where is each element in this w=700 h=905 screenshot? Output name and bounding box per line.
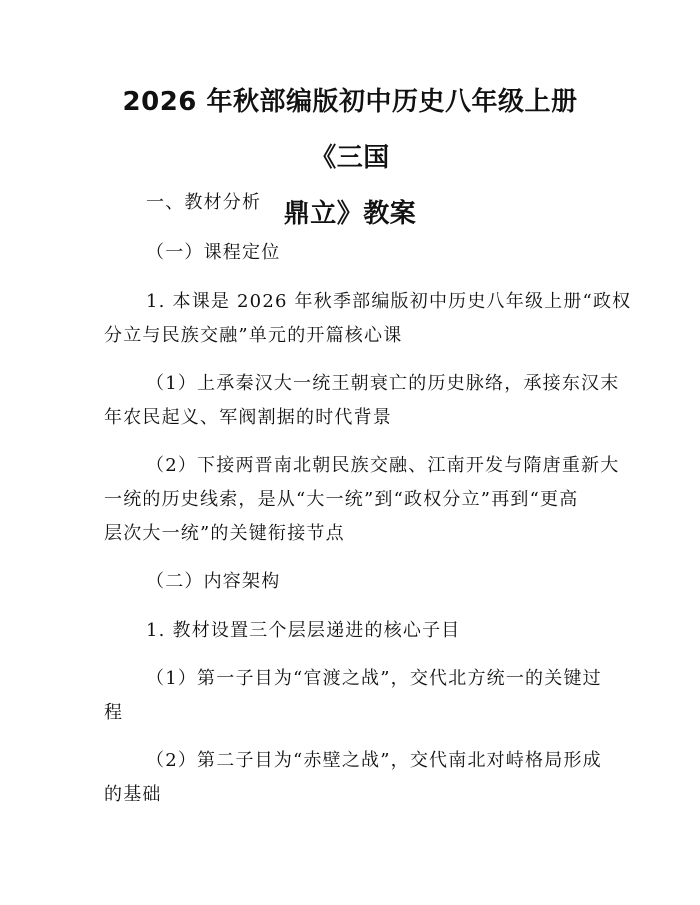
paragraph-1-line-1: 1. 本课是 2026 年秋季部编版初中历史八年级上册“政权 [146,291,632,312]
paragraph-6-line-1: （2）第二子目为“赤壁之战”，交代南北对峙格局形成 [146,750,602,771]
paragraph-2-line-2: 年农民起义、军阀割据的时代背景 [104,407,392,428]
paragraph-5-line-2: 程 [104,702,124,723]
section-heading-textbook-analysis: 一、教材分析 [146,192,262,213]
paragraph-3-line-3: 层次大一统”的关键衔接节点 [104,523,345,544]
paragraph-4-line-1: 1. 教材设置三个层层递进的核心子目 [146,620,461,641]
paragraph-2-line-1: （1）上承秦汉大一统王朝衰亡的历史脉络，承接东汉末 [146,373,620,394]
title-line-1: 2026 年秋部编版初中历史八年级上册《三国 [122,87,578,173]
subsection-heading-content-structure: （二）内容架构 [146,571,281,592]
paragraph-5-line-1: （1）第一子目为“官渡之战”，交代北方统一的关键过 [146,668,602,689]
paragraph-6-line-2: 的基础 [104,784,162,805]
title-line-2: 鼎立》教案 [283,199,417,229]
subsection-heading-course-positioning: （一）课程定位 [146,242,281,263]
document-title [100,74,600,242]
paragraph-3-line-2: 一统的历史线索，是从“大一统”到“政权分立”再到“更高 [104,489,579,510]
paragraph-1-line-2: 分立与民族交融”单元的开篇核心课 [104,325,403,346]
paragraph-3-line-1: （2）下接两晋南北朝民族交融、江南开发与隋唐重新大 [146,455,620,476]
